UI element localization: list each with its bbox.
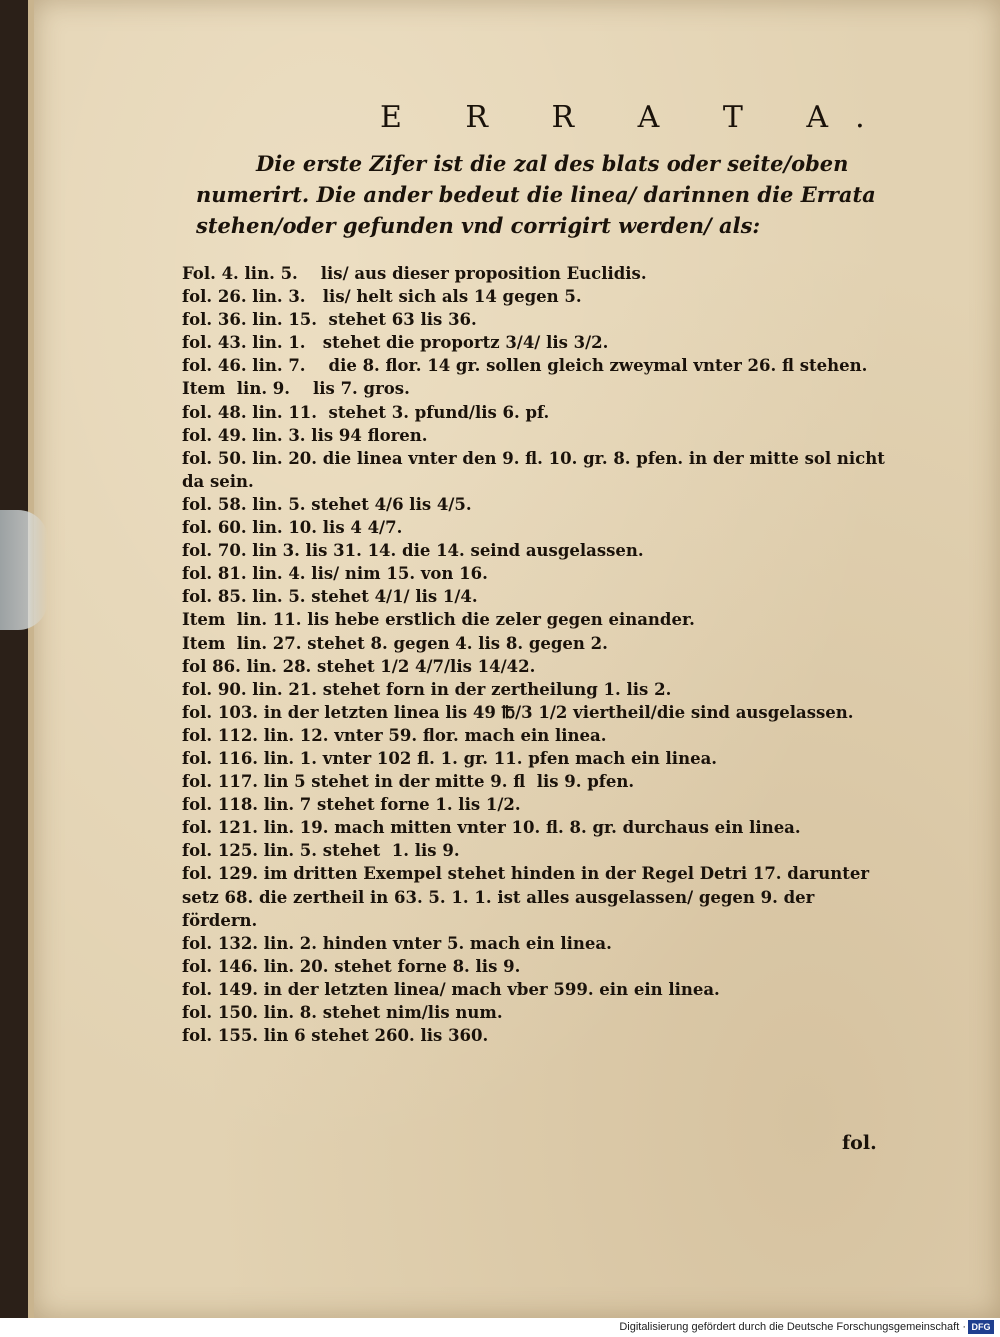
errata-entry-continuation: da sein. — [182, 471, 254, 491]
page-title: E R R A T A. — [380, 100, 892, 135]
errata-entry: fol. 60. lin. 10. lis 4 4/7. — [182, 518, 403, 538]
errata-entry: Item lin. 11. lis hebe erstlich die zeler gegen einander. — [182, 610, 695, 630]
dfg-logo: DFG — [968, 1320, 994, 1334]
errata-entry: fol. 50. lin. 20. die linea vnter den 9. fl. 10. gr. 8. pfen. in der mitte sol nicht — [182, 448, 885, 468]
errata-entry: Item lin. 9. lis 7. gros. — [182, 379, 410, 399]
errata-entry: fol. 118. lin. 7 stehet forne 1. lis 1/2. — [182, 795, 521, 815]
errata-entry: fol. 125. lin. 5. stehet 1. lis 9. — [182, 841, 460, 861]
errata-entry: fol. 112. lin. 12. vnter 59. flor. mach ein linea. — [182, 725, 607, 745]
errata-entry: fol. 155. lin 6 stehet 260. lis 360. — [182, 1026, 489, 1046]
errata-entry: fol. 36. lin. 15. stehet 63 lis 36. — [182, 310, 477, 330]
errata-entry: fol. 90. lin. 21. stehet forn in der zertheilung 1. lis 2. — [182, 679, 672, 699]
errata-entry: fol. 121. lin. 19. mach mitten vnter 10. fl. 8. gr. durchaus ein linea. — [182, 818, 801, 838]
errata-entry: fol. 129. im dritten Exempel stehet hinden in der Regel Detri 17. darunter — [182, 864, 870, 884]
errata-entry: fol. 58. lin. 5. stehet 4/6 lis 4/5. — [182, 494, 472, 514]
errata-entry: fol. 81. lin. 4. lis/ nim 15. von 16. — [182, 564, 488, 584]
errata-entry: fol. 150. lin. 8. stehet nim/lis num. — [182, 1003, 503, 1022]
errata-list — [182, 262, 912, 1047]
errata-entry: fol. 46. lin. 7. die 8. flor. 14 gr. sollen gleich zweymal vnter 26. fl stehen. — [182, 356, 868, 376]
intro-paragraph: Die erste Zifer ist die zal des blats oder seite/oben numerirt. Die ander bedeut die linea/ darinnen die Errata stehen/oder gefunden vnd corrigirt werden/ als: — [196, 151, 876, 238]
errata-entry: fol. 116. lin. 1. vnter 102 fl. 1. gr. 11. pfen mach ein linea. — [182, 748, 718, 768]
errata-entry: Fol. 4. lin. 5. lis/ aus dieser proposition Euclidis. — [182, 264, 647, 283]
errata-entry: fol. 117. lin 5 stehet in der mitte 9. fl lis 9. pfen. — [182, 772, 635, 792]
errata-entry: fol. 48. lin. 11. stehet 3. pfund/lis 6. pf. — [182, 402, 550, 422]
catchword: fol. — [842, 1132, 877, 1154]
page-tab-shadow — [0, 510, 48, 630]
errata-entry-continuation: fördern. — [182, 910, 258, 930]
errata-entry: Item lin. 27. stehet 8. gegen 4. lis 8. gegen 2. — [182, 633, 608, 653]
errata-entry: fol. 149. in der letzten linea/ mach vber 599. ein ein linea. — [182, 979, 720, 999]
errata-entry: fol. 43. lin. 1. stehet die proportz 3/4/ lis 3/2. — [182, 333, 609, 353]
errata-entry: fol. 146. lin. 20. stehet forne 8. lis 9. — [182, 956, 521, 976]
errata-entry: fol. 49. lin. 3. lis 94 floren. — [182, 425, 428, 445]
errata-entry: fol. 26. lin. 3. lis/ helt sich als 14 gegen 5. — [182, 287, 582, 307]
errata-entry: fol. 103. in der letzten linea lis 49 ℔/3 1/2 viertheil/die sind ausgelassen. — [182, 702, 854, 722]
funding-credit: Digitalisierung gefördert durch die Deutsche Forschungsgemeinschaft · — [619, 1321, 966, 1333]
errata-entry: fol. 85. lin. 5. stehet 4/1/ lis 1/4. — [182, 587, 478, 607]
errata-entry-continuation: setz 68. die zertheil in 63. 5. 1. 1. ist alles ausgelassen/ gegen 9. der — [182, 887, 815, 907]
errata-entry: fol. 70. lin 3. lis 31. 14. die 14. seind ausgelassen. — [182, 541, 644, 561]
errata-entry: fol 86. lin. 28. stehet 1/2 4/7/lis 14/42. — [182, 656, 536, 676]
errata-entry: fol. 132. lin. 2. hinden vnter 5. mach ein linea. — [182, 933, 612, 953]
